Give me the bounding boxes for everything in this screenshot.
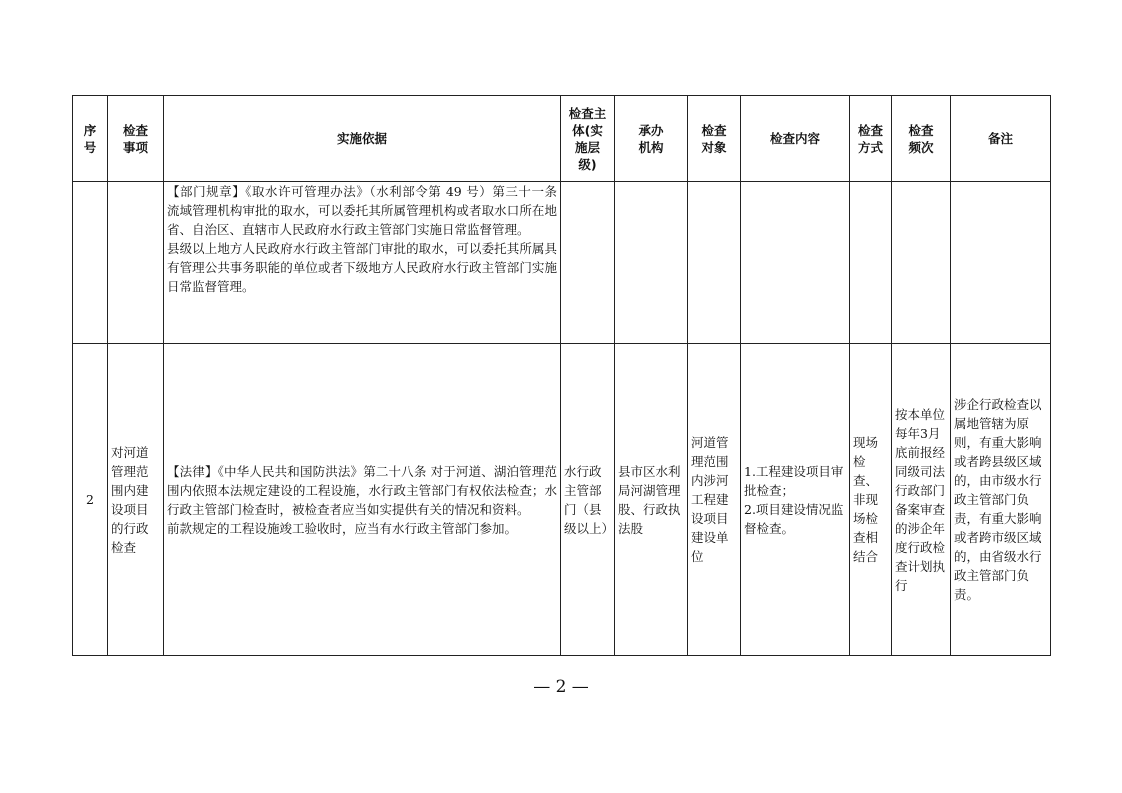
row2-method: 现场检查、非现场检查相结合 [850,344,892,656]
row1-org [615,182,688,344]
row1-basis-p1: 【部门规章】《取水许可管理办法》（水利部令第 49 号）第三十一条 流域管理机构审批的取水，可以委托其所属管理机构或者取水口所在地省、自治区、直辖市人民政府水行政主管部门实施日常监督管理。 [167,184,557,237]
row2-frequency: 按本单位每年3月底前报经同级司法行政部门备案审查的涉企年度行政检查计划执行 [892,344,951,656]
row1-frequency [892,182,951,344]
header-remark: 备注 [951,96,1051,182]
header-frequency: 检查频次 [892,96,951,182]
header-basis: 实施依据 [164,96,561,182]
row2-item: 对河道管理范围内建设项目的行政检查 [108,344,164,656]
row1-seq [73,182,108,344]
row1-basis [164,182,561,344]
row2-basis-p2: 前款规定的工程设施竣工验收时，应当有水行政主管部门参加。 [167,520,518,536]
row2-target: 河道管理范围内涉河工程建设项目建设单位 [688,344,741,656]
row1-subject [561,182,615,344]
row2-content [741,344,850,656]
row2-basis-p1: 【法律】《中华人民共和国防洪法》第二十八条 对于河道、湖泊管理范围内依照本法规定建设的工程设施，水行政主管部门有权依法检查；水行政主管部门检查时，被检查者应当如实提供有关的情况和资料。 [167,463,557,517]
page-number: — 2 — [533,677,589,697]
row1-content [741,182,850,344]
inspection-table [72,95,1051,656]
row2-seq: 2 [73,344,108,656]
header-method: 检查方式 [850,96,892,182]
row2-subject: 水行政主管部门（县级以上） [561,344,615,656]
row2-org: 县市区水利局河湖管理股、行政执法股 [615,344,688,656]
row2-basis [164,344,561,656]
header-item: 检查事项 [108,96,164,182]
row2-remark: 涉企行政检查以属地管辖为原则，有重大影响或者跨县级区域的，由市级水行政主管部门负责，有重大影响或者跨市级区域的，由省级水行政主管部门负责。 [951,344,1051,656]
row1-target [688,182,741,344]
row1-remark [951,182,1051,344]
row2-content-1: 1.工程建设项目审批检查； [744,463,844,498]
table-header-row [73,96,1051,182]
row1-basis-p2: 县级以上地方人民政府水行政主管部门审批的取水，可以委托其所属具有管理公共事务职能的单位或者下级地方人民政府水行政主管部门实施日常监督管理。 [167,241,557,294]
header-subject: 检查主体(实施层级) [561,96,615,182]
header-org: 承办机构 [615,96,688,182]
table-row [73,182,1051,344]
header-content: 检查内容 [741,96,850,182]
row1-method [850,182,892,344]
row2-content-2: 2.项目建设情况监督检查。 [744,501,844,536]
table-row [73,344,1051,656]
row1-item [108,182,164,344]
header-target: 检查对象 [688,96,741,182]
header-seq: 序号 [73,96,108,182]
